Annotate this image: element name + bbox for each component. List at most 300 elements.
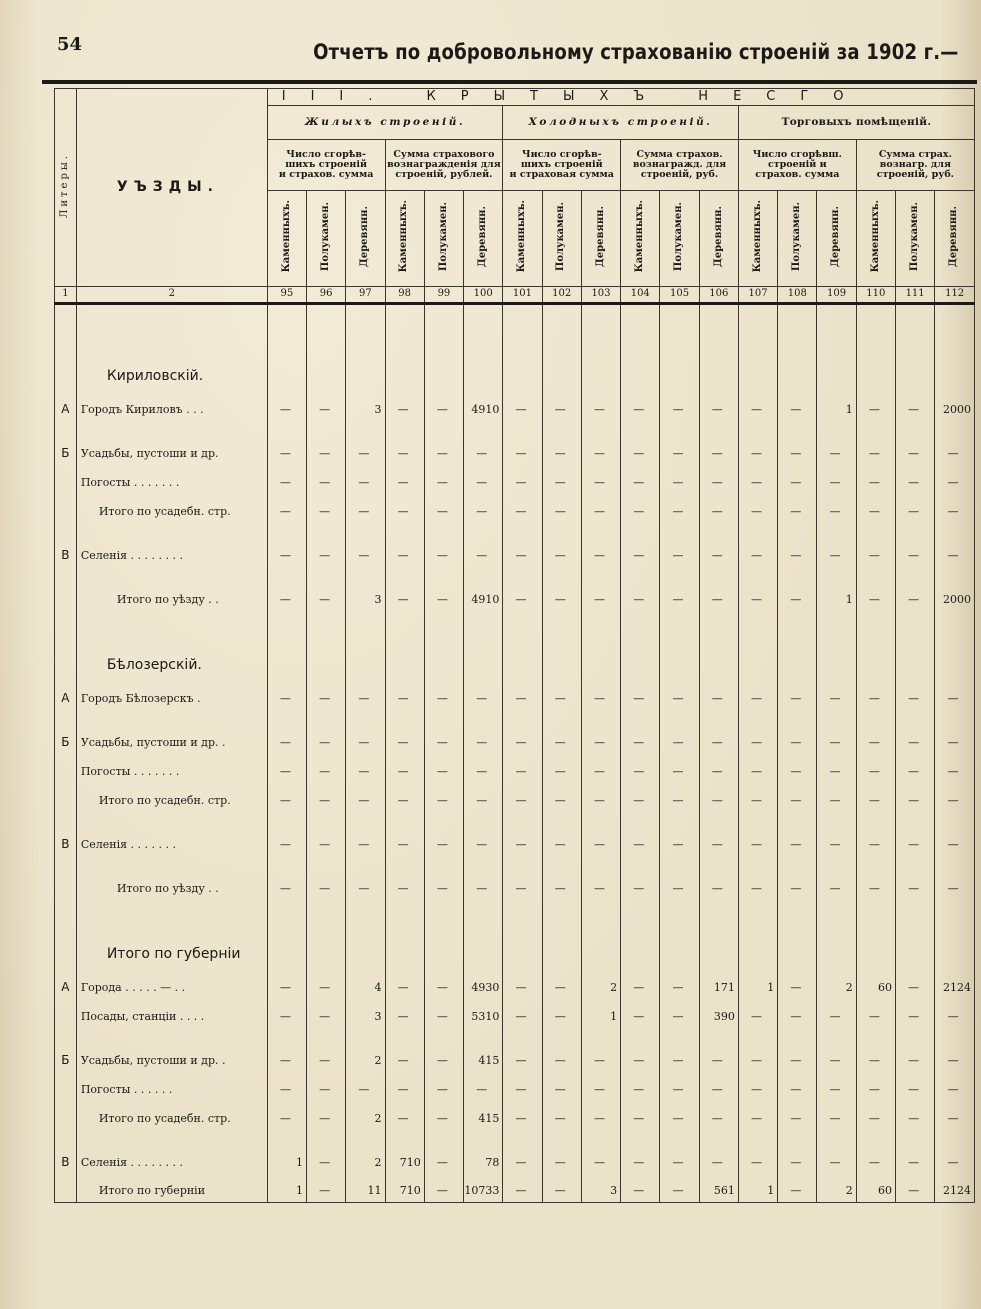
row-letter: Б: [55, 710, 77, 754]
value-cell: —: [660, 754, 699, 783]
value-cell: —: [346, 523, 385, 567]
value-cell: —: [660, 999, 699, 1028]
value-cell: 1: [267, 1130, 306, 1174]
value-cell: —: [660, 567, 699, 611]
value-cell: —: [738, 392, 777, 421]
value-cell: —: [895, 970, 934, 999]
value-cell: —: [542, 999, 581, 1028]
table-row: [55, 1130, 975, 1174]
value-cell: —: [895, 783, 934, 812]
value-cell: —: [856, 681, 895, 710]
value-cell: 2124: [935, 970, 975, 999]
value-cell: —: [346, 465, 385, 494]
value-cell: —: [464, 754, 503, 783]
empty-cell: [464, 900, 503, 970]
value-cell: —: [778, 1028, 817, 1072]
value-cell: —: [738, 710, 777, 754]
value-cell: —: [621, 1174, 660, 1203]
value-cell: —: [503, 812, 542, 856]
value-cell: —: [935, 494, 975, 523]
value-cell: —: [621, 494, 660, 523]
value-cell: —: [660, 1101, 699, 1130]
district-row: [55, 304, 975, 392]
section-header: III. КРЫТЫХЪ НЕСГО: [267, 89, 974, 106]
caption-sum-res: Сумма страхового вознагражденія для строеній, рублей.: [385, 140, 503, 191]
value-cell: —: [660, 970, 699, 999]
group-cold: Холодныхъ строеній.: [503, 106, 739, 140]
row-letter: [55, 304, 77, 392]
running-title: Отчетъ по добровольному страхованію строеній за 1902 г.—: [313, 40, 959, 64]
empty-cell: [464, 611, 503, 681]
table-header: [55, 89, 975, 304]
value-cell: —: [895, 567, 934, 611]
value-cell: —: [542, 856, 581, 900]
value-cell: —: [621, 421, 660, 465]
value-cell: —: [699, 392, 738, 421]
empty-cell: [385, 900, 424, 970]
value-cell: —: [778, 681, 817, 710]
value-cell: —: [621, 970, 660, 999]
value-cell: 3: [346, 999, 385, 1028]
value-cell: —: [267, 754, 306, 783]
value-cell: —: [621, 465, 660, 494]
empty-cell: [424, 900, 463, 970]
table-row: [55, 1028, 975, 1072]
value-cell: —: [346, 754, 385, 783]
value-cell: —: [699, 1130, 738, 1174]
value-cell: —: [621, 567, 660, 611]
table-body: [55, 304, 975, 1203]
value-cell: —: [581, 392, 620, 421]
value-cell: —: [581, 812, 620, 856]
value-cell: —: [738, 754, 777, 783]
value-cell: —: [542, 1130, 581, 1174]
value-cell: —: [856, 567, 895, 611]
empty-cell: [856, 611, 895, 681]
value-cell: —: [307, 783, 346, 812]
value-cell: —: [424, 1101, 463, 1130]
value-cell: —: [856, 1101, 895, 1130]
row-label: Усадьбы, пустоши и др. .: [76, 710, 267, 754]
column-number: 103: [581, 287, 620, 304]
value-cell: —: [267, 1072, 306, 1101]
value-cell: —: [307, 999, 346, 1028]
value-cell: —: [621, 710, 660, 754]
material-header: Полукамен.: [424, 191, 463, 287]
value-cell: —: [660, 465, 699, 494]
value-cell: —: [503, 567, 542, 611]
value-cell: 415: [464, 1101, 503, 1130]
table-row: [55, 970, 975, 999]
value-cell: —: [307, 523, 346, 567]
value-cell: —: [542, 1174, 581, 1203]
material-header: Полукамен.: [895, 191, 934, 287]
column-number: 106: [699, 287, 738, 304]
value-cell: 4: [346, 970, 385, 999]
caption-sum-cold: Сумма страхов. вознагражд. для строеній, руб.: [621, 140, 739, 191]
value-cell: —: [385, 856, 424, 900]
row-label: Итого по уѣзду . .: [76, 567, 267, 611]
empty-cell: [503, 611, 542, 681]
column-number: 98: [385, 287, 424, 304]
value-cell: —: [424, 392, 463, 421]
material-header: Деревянн.: [464, 191, 503, 287]
table-row: [55, 710, 975, 754]
value-cell: —: [817, 681, 856, 710]
empty-cell: [817, 611, 856, 681]
value-cell: —: [503, 494, 542, 523]
value-cell: —: [817, 1028, 856, 1072]
value-cell: —: [307, 710, 346, 754]
value-cell: —: [778, 465, 817, 494]
row-letter: В: [55, 1130, 77, 1174]
value-cell: —: [856, 494, 895, 523]
value-cell: —: [542, 1072, 581, 1101]
column-number: 104: [621, 287, 660, 304]
value-cell: —: [503, 465, 542, 494]
value-cell: —: [307, 567, 346, 611]
value-cell: —: [581, 465, 620, 494]
value-cell: —: [307, 754, 346, 783]
row-letter: [55, 1101, 77, 1130]
row-label: Погосты . . . . . . .: [76, 465, 267, 494]
value-cell: —: [307, 465, 346, 494]
value-cell: —: [385, 392, 424, 421]
value-cell: —: [778, 710, 817, 754]
empty-cell: [542, 304, 581, 392]
value-cell: —: [660, 710, 699, 754]
district-row: [55, 900, 975, 970]
value-cell: —: [267, 1101, 306, 1130]
value-cell: —: [542, 567, 581, 611]
table-row: [55, 856, 975, 900]
value-cell: —: [542, 392, 581, 421]
value-cell: —: [464, 1072, 503, 1101]
value-cell: 1: [581, 999, 620, 1028]
value-cell: —: [699, 754, 738, 783]
value-cell: —: [817, 783, 856, 812]
empty-cell: [699, 304, 738, 392]
column-number-row: [55, 287, 975, 304]
value-cell: —: [581, 856, 620, 900]
value-cell: —: [699, 1101, 738, 1130]
value-cell: —: [307, 856, 346, 900]
value-cell: —: [621, 754, 660, 783]
value-cell: —: [817, 1101, 856, 1130]
row-label: Селенія . . . . . . . .: [76, 523, 267, 567]
value-cell: —: [621, 1130, 660, 1174]
material-header: Деревянн.: [346, 191, 385, 287]
value-cell: —: [464, 710, 503, 754]
value-cell: 415: [464, 1028, 503, 1072]
row-letter: [55, 567, 77, 611]
value-cell: —: [464, 783, 503, 812]
row-label: Погосты . . . . . .: [76, 1072, 267, 1101]
value-cell: —: [621, 856, 660, 900]
value-cell: —: [935, 754, 975, 783]
value-cell: —: [346, 494, 385, 523]
value-cell: —: [581, 681, 620, 710]
value-cell: —: [778, 1174, 817, 1203]
value-cell: —: [660, 494, 699, 523]
empty-cell: [346, 304, 385, 392]
row-letter: [55, 1174, 77, 1203]
value-cell: —: [542, 812, 581, 856]
material-header: Деревянн.: [699, 191, 738, 287]
value-cell: —: [699, 1072, 738, 1101]
row-letter: [55, 856, 77, 900]
empty-cell: [660, 304, 699, 392]
empty-cell: [346, 611, 385, 681]
value-cell: —: [581, 1101, 620, 1130]
value-cell: —: [738, 783, 777, 812]
empty-cell: [699, 900, 738, 970]
empty-cell: [621, 304, 660, 392]
value-cell: 390: [699, 999, 738, 1028]
value-cell: —: [778, 754, 817, 783]
value-cell: —: [895, 1072, 934, 1101]
material-header: Каменныхъ.: [267, 191, 306, 287]
material-header: Каменныхъ.: [385, 191, 424, 287]
value-cell: —: [935, 812, 975, 856]
value-cell: —: [817, 754, 856, 783]
table-row: [55, 681, 975, 710]
value-cell: —: [935, 1028, 975, 1072]
table-row: [55, 567, 975, 611]
value-cell: —: [738, 465, 777, 494]
value-cell: 2: [817, 1174, 856, 1203]
value-cell: —: [307, 681, 346, 710]
value-cell: —: [307, 421, 346, 465]
row-label: Итого по усадебн. стр.: [76, 1101, 267, 1130]
empty-cell: [581, 900, 620, 970]
value-cell: 2: [346, 1101, 385, 1130]
value-cell: —: [660, 1028, 699, 1072]
value-cell: —: [385, 999, 424, 1028]
value-cell: —: [856, 392, 895, 421]
value-cell: —: [738, 681, 777, 710]
value-cell: —: [503, 1101, 542, 1130]
material-header: Каменныхъ.: [503, 191, 542, 287]
column-number: 1: [55, 287, 77, 304]
value-cell: —: [385, 970, 424, 999]
value-cell: —: [935, 681, 975, 710]
empty-cell: [307, 611, 346, 681]
table-row: [55, 494, 975, 523]
row-letter: [55, 1072, 77, 1101]
value-cell: —: [778, 392, 817, 421]
value-cell: 78: [464, 1130, 503, 1174]
value-cell: 5310: [464, 999, 503, 1028]
material-header: Полукамен.: [660, 191, 699, 287]
value-cell: 2000: [935, 392, 975, 421]
value-cell: —: [503, 421, 542, 465]
value-cell: —: [424, 754, 463, 783]
value-cell: —: [346, 681, 385, 710]
value-cell: 3: [346, 392, 385, 421]
value-cell: —: [267, 392, 306, 421]
value-cell: —: [424, 567, 463, 611]
value-cell: —: [307, 812, 346, 856]
table-row: [55, 523, 975, 567]
value-cell: —: [307, 1028, 346, 1072]
value-cell: —: [346, 1072, 385, 1101]
value-cell: —: [424, 710, 463, 754]
value-cell: —: [346, 812, 385, 856]
value-cell: —: [385, 681, 424, 710]
value-cell: —: [699, 681, 738, 710]
value-cell: —: [895, 1101, 934, 1130]
value-cell: —: [503, 1072, 542, 1101]
value-cell: —: [935, 421, 975, 465]
material-header: Полукамен.: [542, 191, 581, 287]
material-header: Каменныхъ.: [621, 191, 660, 287]
value-cell: —: [621, 681, 660, 710]
row-letter: [55, 611, 77, 681]
value-cell: —: [424, 999, 463, 1028]
empty-cell: [424, 611, 463, 681]
value-cell: —: [660, 1130, 699, 1174]
value-cell: —: [935, 523, 975, 567]
insurance-report-table: [54, 88, 975, 1203]
table-row: [55, 421, 975, 465]
column-number: 111: [895, 287, 934, 304]
value-cell: —: [307, 1072, 346, 1101]
empty-cell: [738, 611, 777, 681]
value-cell: —: [778, 494, 817, 523]
value-cell: —: [895, 754, 934, 783]
value-cell: —: [621, 783, 660, 812]
value-cell: —: [503, 1028, 542, 1072]
value-cell: —: [581, 710, 620, 754]
value-cell: —: [307, 1174, 346, 1203]
value-cell: —: [699, 494, 738, 523]
uezd-header: УЪЗДЫ.: [76, 89, 267, 287]
value-cell: 4910: [464, 392, 503, 421]
value-cell: —: [738, 812, 777, 856]
value-cell: —: [817, 1072, 856, 1101]
value-cell: —: [267, 710, 306, 754]
caption-count-res: Число сгорѣв- шихъ строеній и страхов. сумма: [267, 140, 385, 191]
value-cell: —: [307, 1101, 346, 1130]
value-cell: —: [621, 812, 660, 856]
value-cell: —: [503, 1130, 542, 1174]
value-cell: —: [856, 421, 895, 465]
value-cell: —: [424, 783, 463, 812]
value-cell: —: [856, 1028, 895, 1072]
value-cell: 171: [699, 970, 738, 999]
table-row: [55, 465, 975, 494]
column-number: 102: [542, 287, 581, 304]
column-number: 100: [464, 287, 503, 304]
caption-count-cold: Число сгорѣв- шихъ строеній и страховая сумма: [503, 140, 621, 191]
column-number: 107: [738, 287, 777, 304]
value-cell: —: [660, 856, 699, 900]
value-cell: —: [464, 856, 503, 900]
value-cell: —: [424, 465, 463, 494]
value-cell: —: [267, 783, 306, 812]
value-cell: —: [385, 754, 424, 783]
value-cell: 561: [699, 1174, 738, 1203]
value-cell: 60: [856, 970, 895, 999]
value-cell: —: [424, 1028, 463, 1072]
row-label: Посады, станціи . . . .: [76, 999, 267, 1028]
value-cell: —: [621, 999, 660, 1028]
district-name: Кириловскій.: [76, 304, 267, 392]
row-letter: Б: [55, 1028, 77, 1072]
value-cell: —: [267, 999, 306, 1028]
value-cell: —: [385, 1101, 424, 1130]
empty-cell: [464, 304, 503, 392]
value-cell: —: [542, 523, 581, 567]
value-cell: —: [895, 494, 934, 523]
value-cell: —: [307, 1130, 346, 1174]
value-cell: —: [621, 392, 660, 421]
value-cell: —: [738, 421, 777, 465]
value-cell: —: [699, 567, 738, 611]
value-cell: —: [895, 1028, 934, 1072]
value-cell: 11: [346, 1174, 385, 1203]
value-cell: —: [385, 710, 424, 754]
column-number: 2: [76, 287, 267, 304]
group-residential: Жилыхъ строеній.: [267, 106, 503, 140]
value-cell: 2: [346, 1130, 385, 1174]
empty-cell: [267, 611, 306, 681]
value-cell: —: [699, 1028, 738, 1072]
value-cell: —: [424, 494, 463, 523]
row-letter: [55, 465, 77, 494]
empty-cell: [542, 900, 581, 970]
empty-cell: [424, 304, 463, 392]
litera-header: Литеры.: [55, 89, 77, 287]
value-cell: 1: [817, 392, 856, 421]
value-cell: —: [542, 710, 581, 754]
value-cell: —: [307, 970, 346, 999]
empty-cell: [738, 900, 777, 970]
value-cell: —: [464, 681, 503, 710]
value-cell: —: [935, 710, 975, 754]
row-letter: В: [55, 523, 77, 567]
value-cell: —: [267, 421, 306, 465]
material-header: Деревянн.: [817, 191, 856, 287]
column-number: 112: [935, 287, 975, 304]
material-header: Каменныхъ.: [738, 191, 777, 287]
value-cell: —: [621, 523, 660, 567]
value-cell: —: [267, 523, 306, 567]
value-cell: —: [267, 465, 306, 494]
column-number: 99: [424, 287, 463, 304]
empty-cell: [267, 900, 306, 970]
value-cell: —: [817, 856, 856, 900]
column-number: 95: [267, 287, 306, 304]
value-cell: —: [738, 567, 777, 611]
value-cell: —: [699, 812, 738, 856]
value-cell: —: [895, 812, 934, 856]
value-cell: —: [464, 812, 503, 856]
value-cell: —: [424, 523, 463, 567]
page-number: 54: [57, 34, 83, 55]
value-cell: —: [935, 1101, 975, 1130]
value-cell: —: [385, 1028, 424, 1072]
value-cell: —: [935, 1130, 975, 1174]
district-row: [55, 611, 975, 681]
empty-cell: [856, 900, 895, 970]
value-cell: —: [503, 681, 542, 710]
value-cell: —: [778, 999, 817, 1028]
empty-cell: [660, 900, 699, 970]
value-cell: 710: [385, 1130, 424, 1174]
table-row: [55, 1072, 975, 1101]
